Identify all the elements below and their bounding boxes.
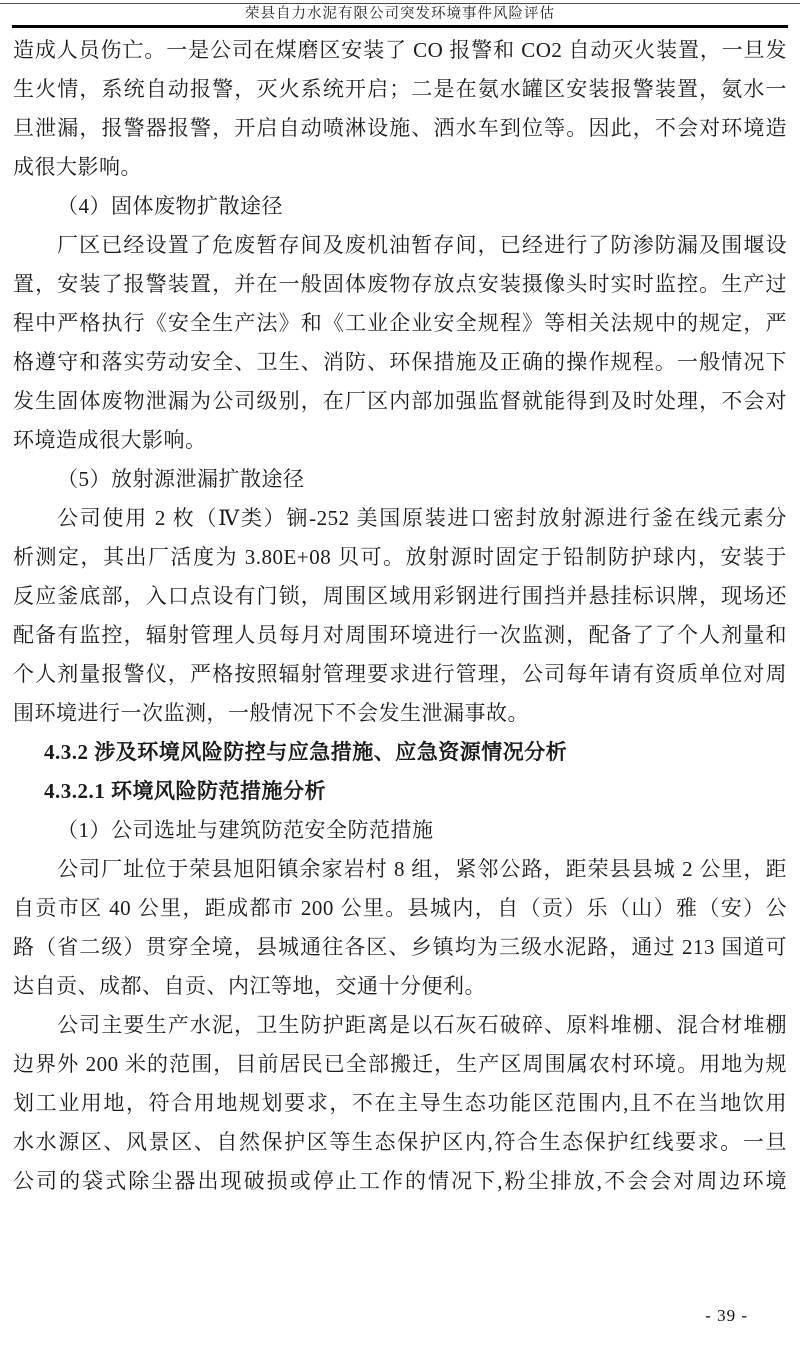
- text-line: 水水源区、风景区、自然保护区等生态保护区内,符合生态保护红线要求。一旦: [13, 1130, 787, 1154]
- text-line: 自贡市区 40 公里，距成都市 200 公里。县城内，自（贡）乐（山）雅（安）公: [13, 896, 787, 920]
- header-divider-rule: [12, 25, 788, 28]
- text-line: 边界外 200 米的范围，目前居民已全部搬迁，生产区周围属农村环境。用地为规: [13, 1052, 787, 1076]
- text-line: 格遵守和落实劳动安全、卫生、消防、环保措施及正确的操作规程。一般情况下: [13, 350, 787, 374]
- text-line: 划工业用地，符合用地规划要求，不在主导生态功能区范围内,且不在当地饮用: [13, 1091, 787, 1115]
- text-line: （4）固体废物扩散途径: [57, 194, 283, 218]
- text-line: 生火情，系统自动报警，灭火系统开启；二是在氨水罐区安装报警装置，氨水一: [13, 77, 787, 101]
- text-line: 程中严格执行《安全生产法》和《工业企业安全规程》等相关法规中的规定，严: [13, 311, 787, 335]
- text-line: 析测定，其出厂活度为 3.80E+08 贝可。放射源时固定于铅制防护球内，安装于: [13, 545, 787, 569]
- text-line: 发生固体废物泄漏为公司级别，在厂区内部加强监督就能得到及时处理，不会对: [13, 389, 787, 413]
- document-body: [13, 31, 787, 1201]
- text-line: 旦泄漏，报警器报警，开启自动喷淋设施、洒水车到位等。因此，不会对环境造: [13, 116, 787, 140]
- text-line: 围环境进行一次监测，一般情况下不会发生泄漏事故。: [13, 701, 529, 725]
- text-line: 反应釜底部，入口点设有门锁，周围区域用彩钢进行围挡并悬挂标识牌，现场还: [13, 584, 787, 608]
- text-line: 造成人员伤亡。一是公司在煤磨区安装了 CO 报警和 CO2 自动灭火装置，一旦发: [13, 38, 787, 62]
- text-line: 配备有监控，辐射管理人员每月对周围环境进行一次监测，配备了了个人剂量和: [13, 623, 787, 647]
- text-line: 路（省二级）贯穿全境，县城通往各区、乡镇均为三级水泥路，通过 213 国道可: [13, 935, 787, 959]
- text-line: 公司厂址位于荣县旭阳镇余家岩村 8 组，紧邻公路，距荣县县城 2 公里，距: [57, 857, 787, 881]
- text-line: 公司主要生产水泥，卫生防护距离是以石灰石破碎、原料堆棚、混合材堆棚: [57, 1013, 787, 1037]
- text-line: 公司使用 2 枚（Ⅳ类）锎-252 美国原装进口密封放射源进行釜在线元素分: [57, 506, 787, 530]
- text-line: 公司的袋式除尘器出现破损或停止工作的情况下,粉尘排放,不会会对周边环境: [13, 1169, 787, 1193]
- text-line: 厂区已经设置了危废暂存间及废机油暂存间，已经进行了防渗防漏及围堰设: [57, 233, 787, 257]
- page-number: - 39 -: [705, 1306, 748, 1325]
- text-line: 环境造成很大影响。: [13, 428, 207, 452]
- section-heading: 4.3.2.1 环境风险防范措施分析: [44, 779, 326, 803]
- text-line: （5）放射源泄漏扩散途径: [57, 467, 305, 491]
- text-line: 置，安装了报警装置，并在一般固体废物存放点安装摄像头时实时监控。生产过: [13, 272, 787, 296]
- text-line: （1）公司选址与建筑防范安全防范措施: [57, 818, 434, 842]
- text-line: 个人剂量报警仪，严格按照辐射管理要求进行管理，公司每年请有资质单位对周: [13, 662, 787, 686]
- document-header-title: 荣县自力水泥有限公司突发环境事件风险评估: [245, 6, 555, 22]
- section-heading: 4.3.2 涉及环境风险防控与应急措施、应急资源情况分析: [44, 740, 568, 764]
- text-line: 达自贡、成都、自贡、内江等地，交通十分便利。: [13, 974, 486, 998]
- text-line: 成很大影响。: [13, 155, 142, 179]
